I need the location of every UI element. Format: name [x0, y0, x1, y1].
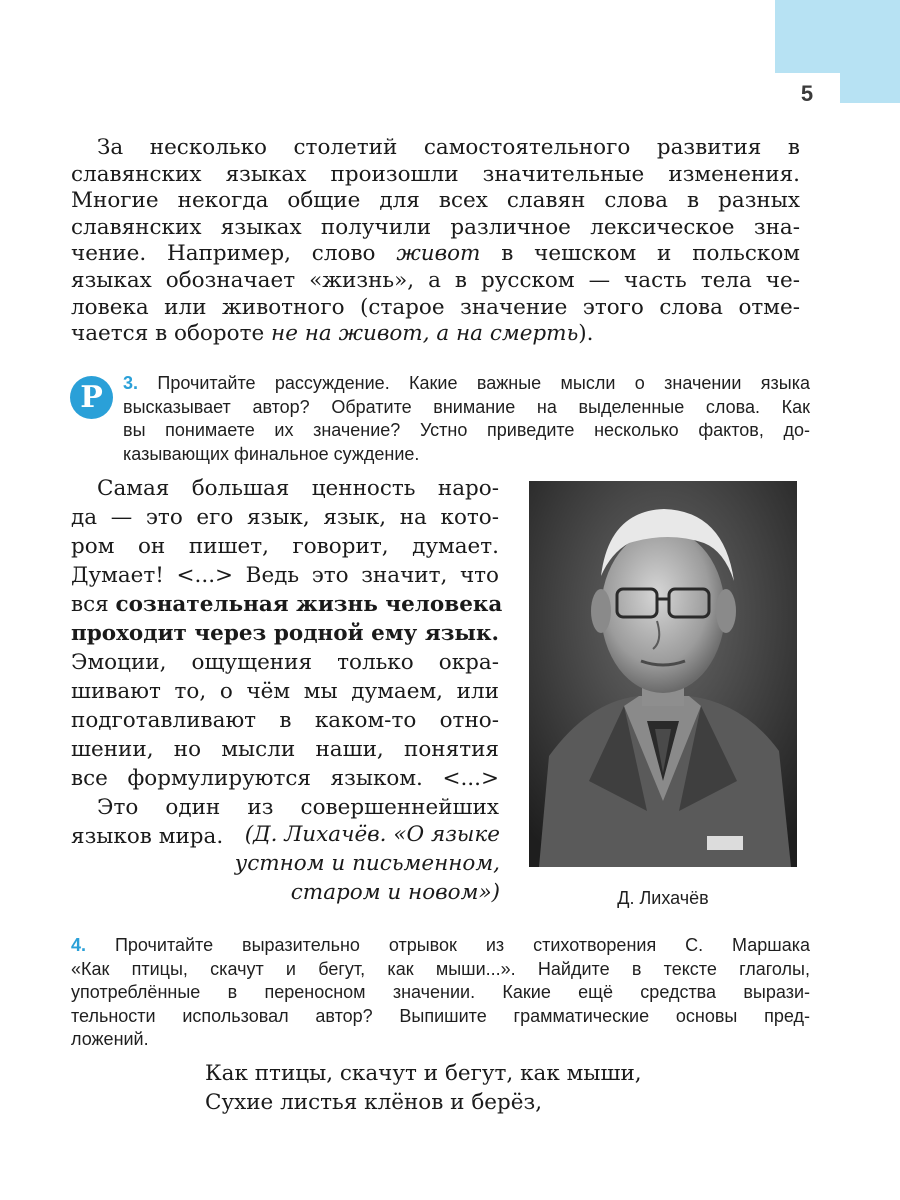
speech-badge-icon: Р — [70, 376, 113, 419]
intro-line: ловека или животного (старое значение этого слова отме- — [71, 294, 800, 320]
intro-line: славянских языках получили различное лексическое зна- — [71, 214, 800, 240]
intro-line: языках обозначает «жизнь», а в русском — часть тела че- — [71, 267, 800, 293]
bold-phrase: сознательная жизнь человека — [115, 592, 503, 617]
poem-excerpt — [205, 1059, 642, 1117]
quote-source — [150, 820, 500, 907]
quote-line: да — это его язык, язык, на кото- — [71, 505, 499, 530]
quote-line: Эмоции, ощущения только окра- — [71, 650, 499, 675]
source-line: устном и письменном, — [234, 851, 500, 876]
intro-line-mixed: чается в обороте не на живот, а на смерть). — [71, 321, 594, 347]
intro-line: За несколько столетий самостоятельного развития в — [97, 135, 800, 160]
quote-line: Самая большая ценность наро- — [97, 476, 499, 501]
task-4-line: 4. Прочитайте выразительно отрывок из стихотворения С. Маршака — [71, 935, 810, 955]
task-4-line: «Как птицы, скачут и бегут, как мыши...». Найдите в тексте глаголы, — [71, 958, 810, 979]
quote-line: все формулируются языком. <...> — [71, 766, 499, 791]
portrait-photo — [529, 481, 797, 867]
intro-line-mixed: чение. Например, слово живот в чешском и польском — [71, 241, 800, 267]
task-number: 3. — [123, 373, 139, 393]
task-number: 4. — [71, 935, 87, 955]
page-corner-tab — [775, 0, 900, 73]
source-line: старом и новом») — [290, 880, 500, 905]
quote-line: Думает! <...> Ведь это значит, что — [71, 563, 499, 588]
task-3-line: вы понимаете их значение? Устно приведите несколько фактов, до- — [123, 420, 810, 440]
poem-line: Как птицы, скачут и бегут, как мыши, — [205, 1061, 642, 1086]
task-4 — [71, 934, 810, 1052]
quote-line: языков мира. — [71, 824, 224, 849]
portrait-caption: Д. Лихачёв — [617, 888, 709, 908]
task-4-line: ложений. — [71, 1029, 149, 1049]
bold-phrase: проходит через родной ему язык. — [71, 621, 499, 646]
intro-paragraph — [71, 135, 800, 348]
quote-line: шении, но мысли наши, понятия — [71, 737, 499, 762]
task-4-line: употреблённые в переносном значении. Какие ещё средства вырази- — [71, 982, 810, 1002]
quote-line: ром он пишет, говорит, думает. — [71, 534, 499, 559]
quote-line: Это один из совершеннейших — [97, 795, 499, 820]
source-line: (Д. Лихачёв. «О языке — [244, 822, 500, 847]
page-number-tab — [840, 73, 900, 103]
emphasis-phrase: не на живот, а на смерть — [271, 321, 579, 347]
emphasis-word: живот — [396, 241, 481, 267]
task-3-line: казывающих финальное суждение. — [123, 443, 420, 464]
task-3-line: высказывает автор? Обратите внимание на выделенные слова. Как — [123, 396, 810, 417]
poem-line: Сухие листья клёнов и берёз, — [205, 1090, 543, 1115]
task-3-line: 3. Прочитайте рассуждение. Какие важные мысли о значении языка — [123, 373, 810, 393]
likhachev-quote — [71, 474, 503, 851]
portrait-illustration — [529, 481, 797, 867]
intro-line: Многие некогда общие для всех славян слова в разных — [71, 188, 800, 214]
quote-line: шивают то, о чём мы думаем, или — [71, 679, 499, 704]
quote-line-mixed: вся сознательная жизнь человека — [71, 592, 503, 617]
task-4-line: тельности использовал автор? Выпишите грамматические основы пред- — [71, 1005, 810, 1026]
intro-line: славянских языках произошли значительные изменения. — [71, 161, 800, 187]
task-3 — [123, 372, 810, 466]
page-number: 5 — [800, 81, 814, 106]
quote-line: подготавливают в каком-то отно- — [71, 708, 499, 733]
